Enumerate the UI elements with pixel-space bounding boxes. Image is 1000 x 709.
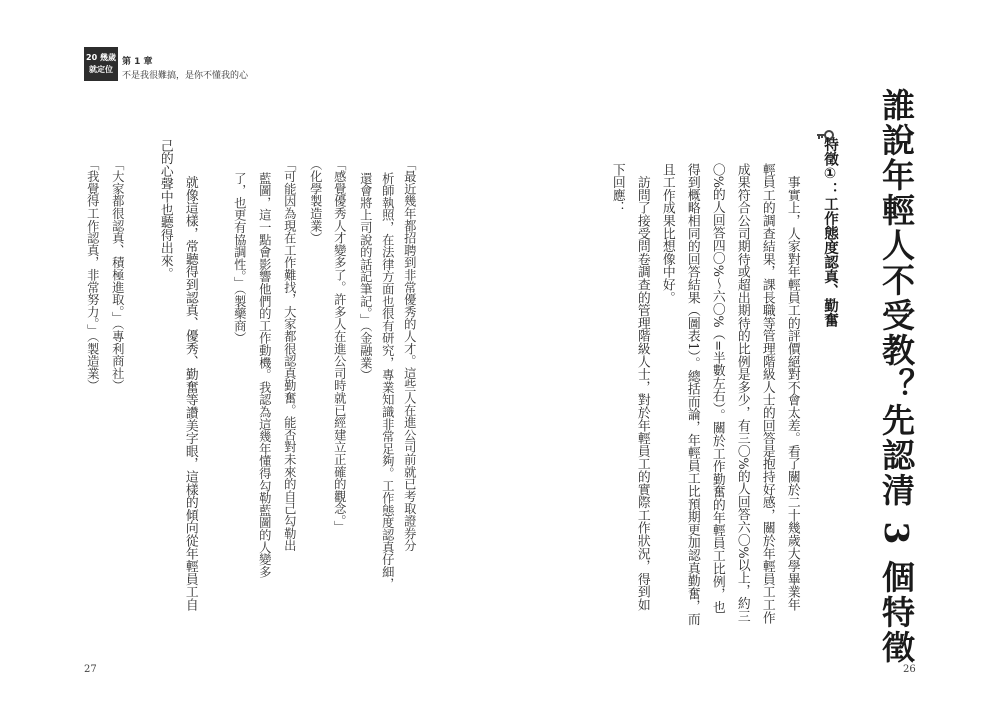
quote-column: 「我覺得工作認真，非常努力。」（製造業） [85,158,100,392]
body-column: 己的心聲中也聽得出來。 [157,139,173,280]
feature-heading: 特徵①：工作態度認真、勤奮 [822,137,838,327]
quote-column: 「大家都很認真、積極進取。」（專利商社） [110,158,125,392]
body-column: 就像這樣，常聽得到認真、優秀、勤奮等讚美字眼，這樣的傾向從年輕員工自 [182,163,198,611]
quote-column: 還會將上司說的話記筆記。」（金融業） [358,172,373,382]
quote-column: （化學製造業） [308,158,323,245]
body-column: 輕員工的調查結果，課長職等管理階級人士的回答是抱持好感，關於年輕員工工作 [759,163,775,624]
quote-column: 藍圖，這一點會影響他們的工作動機。我認為這幾年懂得勾勒藍圖的人變多 [257,172,272,578]
body-column: 事實上，人家對年輕員工的評價絕對不會太差。看了關於二十幾歲大學畢業年 [784,163,800,611]
badge-line2: 就定位 [89,65,113,74]
body-column: 訪問了接受問卷調查的管理階級人士，對於年輕員工的實際工作狀況，得到如 [634,163,650,611]
quote-column: 了，也更有協調性。」（製藥商） [232,172,247,345]
quote-column: 析師執照，在法律方面也很有研究，專業知識非常足夠。工作態度認真仔細， [380,172,395,591]
quote-column: 「最近幾年都招聘到非常優秀的人才。這些人在進公司前就已考取證券分 [402,158,417,552]
body-column: 成果符合公司期待或超出期待的比例是多少，有三〇%的人回答六〇%以上，約三 [734,163,750,623]
chapter-label: 第 1 章 [122,57,153,67]
page-number-right: 26 [903,664,916,675]
page-title: 誰說年輕人不受教？先認清 3 個特徵 [877,88,916,665]
body-column: 得到概略相同的回答結果（圖表1）。總括而論，年輕員工比預期更加認真勤奮，而 [684,163,700,626]
page-number-left: 27 [84,664,97,675]
badge-line1: 20 幾歲 [86,53,116,62]
quote-column: 「感覺優秀人才變多了。許多人在進公司時就已經建立正確的觀念。」 [332,158,347,534]
body-column: 且工作成果比想像中好。 [659,163,675,304]
section-badge [84,47,118,81]
quote-column: 「可能因為現在工作難找，大家都很認真勤奮。能否對未來的自己勾勒出 [282,158,297,552]
chapter-title: 不是我很難搞，是你不懂我的心 [122,71,249,81]
body-column: 〇%的人回答四〇%～六〇%（=半數左右）。關於工作勤奮的年輕員工比例，也 [709,163,725,614]
body-column: 下回應： [609,163,625,215]
